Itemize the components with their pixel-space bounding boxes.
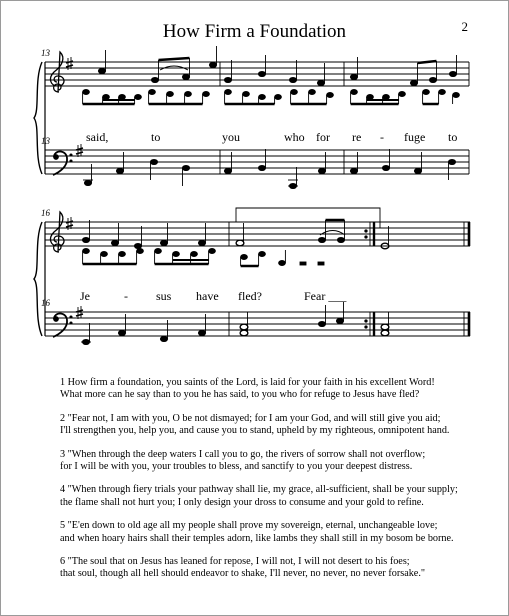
treble-lower-voice-1 — [83, 90, 460, 105]
system-2 — [34, 208, 470, 345]
verse-line: What more can he say than to you he has said, to you who for refuge to Jesus have fled? — [60, 389, 420, 401]
measure-number: 16 — [41, 208, 50, 218]
verse-line: the flame shall not hurt you; I only design your dross to consume and your gold to refine. — [60, 496, 424, 508]
bass-voice-1 — [83, 149, 456, 189]
verse-line: 1 How firm a foundation, you saints of the Lord, is laid for your faith in his excellent Word! — [60, 377, 435, 388]
lyric-syllable: sus — [156, 289, 172, 303]
bass-staff-1 — [45, 150, 469, 174]
verse-line: 6 "The soul that on Jesus has leaned for repose, I will not, I will not desert to his foes; — [60, 556, 410, 568]
lyrics-line-2 — [80, 289, 347, 303]
lyric-syllable: for — [316, 130, 330, 144]
lyric-syllable: have — [196, 289, 219, 303]
bass-clef-icon — [53, 152, 72, 176]
sharp-icon — [76, 306, 83, 319]
verse-line: 4 "When through fiery trials your pathway shall lie, my grace, all-sufficient, shall be your supply; — [60, 484, 458, 496]
verse-line: and when hoary hairs shall their temples adorn, like lambs they shall still in my bosom be borne. — [60, 532, 454, 544]
treble-staff-2 — [45, 222, 470, 246]
lyric-syllable: re — [352, 130, 362, 144]
lyric-syllable: - — [124, 289, 128, 303]
page-number: 2 — [461, 19, 468, 34]
verse-line: for I will be with you, your troubles to bless, and sanctify to you your deepest distress. — [60, 461, 413, 473]
lyric-syllable: fled? — [238, 289, 262, 303]
measure-number: 13 — [41, 136, 50, 146]
verse-line: I'll strengthen you, help you, and cause you to stand, upheld by my righteous, omnipotent hand. — [60, 425, 450, 437]
lyric-syllable: said, — [86, 130, 109, 144]
lyric-syllable: Fear ___ — [304, 289, 347, 303]
lyric-syllable: fuge — [404, 130, 426, 144]
page-title: How Firm a Foundation — [162, 21, 347, 42]
lyric-syllable: to — [448, 130, 458, 144]
lyric-syllable: you — [222, 130, 240, 144]
bass-voice-2 — [81, 302, 389, 345]
verse-6 — [60, 556, 480, 581]
ending-bracket — [236, 208, 380, 228]
verse-4 — [60, 484, 480, 509]
bass-clef-icon — [53, 314, 72, 338]
verse-3 — [60, 449, 480, 474]
treble-lower-voice-2 — [83, 249, 324, 267]
verses-block — [60, 377, 480, 592]
lyric-syllable: Je — [80, 289, 90, 303]
sharp-icon — [76, 144, 83, 157]
verse-5 — [60, 520, 480, 545]
verse-line: 2 "Fear not, I am with you, O be not dismayed; for I am your God, and will still give you aid; — [60, 412, 441, 424]
lyrics-line-1 — [86, 130, 457, 144]
treble-staff-1 — [45, 62, 469, 86]
lyric-syllable: to — [151, 130, 161, 144]
verse-2 — [60, 413, 480, 438]
measure-number: 16 — [41, 298, 50, 308]
bass-staff-2 — [45, 312, 470, 336]
verse-line: 5 "E'en down to old age all my people shall prove my sovereign, eternal, unchangeable love; — [60, 520, 438, 532]
measure-number: 13 — [41, 48, 50, 58]
verse-1 — [60, 377, 480, 402]
system-1 — [34, 46, 469, 189]
verse-line: 3 "When through the deep waters I call you to go, the rivers of sorrow shall not overflow; — [60, 448, 426, 460]
lyric-syllable: who — [284, 130, 305, 144]
lyric-syllable: - — [380, 130, 384, 144]
verse-line: that soul, though all hell should endeavor to shake, I'll never, no never, no never forsake." — [60, 568, 426, 580]
